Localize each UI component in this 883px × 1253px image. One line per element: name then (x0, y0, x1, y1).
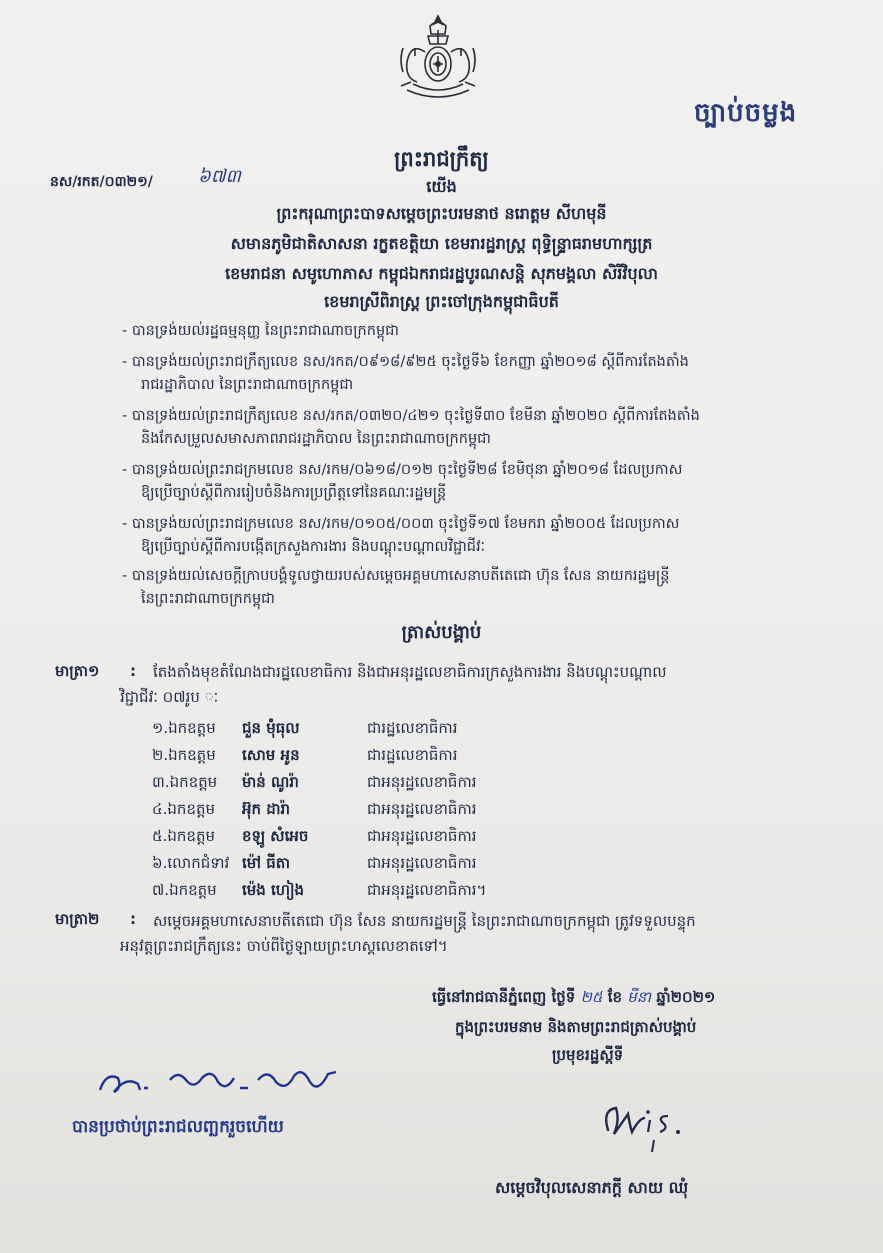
member-title: ៧.ឯកឧត្តម (152, 881, 217, 899)
royal-authority-line: ក្នុងព្រះបរមនាម និងតាមព្រះរាជត្រាស់បង្គាប់ (455, 1018, 697, 1036)
member-position: ជាអនុរដ្ឋលេខាធិការ (367, 854, 477, 872)
article-1-line: តែងតាំងមុខតំណែងជារដ្ឋលេខាធិការ និងជាអនុរដ្ឋលេខាធិការក្រសួងការងារ និងបណ្តុះបណ្តាល (153, 663, 667, 681)
decree-title: ព្រះរាជក្រឹត្យ (394, 147, 489, 171)
consideration-text-cont: ឱ្យប្រើច្បាប់ស្តីពីការបង្កើតក្រសួងការងារ និងបណ្តុះបណ្តាលវិជ្ជាជីវៈ (141, 539, 485, 555)
consideration-text-cont: និងកែសម្រួលសមាសភាពរាជរដ្ឋាភិបាល នៃព្រះរាជាណាចក្រកម្ពុជា (141, 431, 491, 447)
consideration-text: - បានទ្រង់យល់រដ្ឋធម្មនុញ្ញ នៃព្រះរាជាណាចក្រកម្ពុជា (122, 323, 399, 339)
member-position: ជាអនុរដ្ឋលេខាធិការ។ (367, 881, 487, 899)
king-title-line: ខេមរាស្រីពិរាស្ត្រ ព្រះចៅក្រុងកម្ពុជាធិបតី (324, 292, 559, 311)
member-name: សោម អូន (242, 746, 300, 764)
consideration-text-cont: នៃព្រះរាជាណាចក្រកម្ពុជា (141, 591, 275, 607)
reference-handwritten: ៦៧៣ (198, 166, 241, 187)
consideration-item (122, 459, 852, 505)
king-title-line: ព្រះករុណាព្រះបាទសម្តេចព្រះបរមនាថ នរោត្តម សីហមុនី (276, 204, 607, 223)
king-title-line: ខេមរាជនា សមូហោភាស កម្ពុជឯករាជរដ្ឋបូរណសន្តិ សុភមង្គលា សិរីវិបុលា (225, 264, 658, 283)
member-name: ម៉ាន់ ណូរ៉ា (242, 773, 299, 791)
section-title: ត្រាស់បង្គាប់ (401, 622, 482, 643)
consideration-item (122, 513, 852, 559)
consideration-text: - បានទ្រង់យល់ព្រះរាជក្រមលេខ នស/រកម/០៦១៨/០១២ ចុះថ្ងៃទី២៨ ខែមិថុនា ឆ្នាំ២០១៨ ដែលប្រកាស (122, 462, 683, 478)
certified-copy-stamp: ច្បាប់ចម្លង (694, 98, 798, 128)
month-prefix: ខែ (607, 988, 623, 1006)
year-text: ឆ្នាំ២០២១ (656, 988, 716, 1006)
reference-number: នស/រកត/០៣២១/ (50, 174, 153, 190)
member-name: ខឡូ សំអេច (242, 827, 309, 845)
member-name: អ៊ុក ដារ៉ា (242, 800, 291, 818)
article-2-colon: : (130, 910, 136, 928)
we-heading: យើង (426, 177, 457, 196)
article-1-label: មាត្រា១ (55, 662, 100, 680)
member-position: ជាអនុរដ្ឋលេខាធិការ (367, 800, 477, 818)
handwritten-day: ២៥ (580, 988, 603, 1006)
member-title: ៣.ឯកឧត្តម (152, 773, 218, 791)
member-title: ៤.ឯកឧត្តម (152, 800, 215, 818)
king-title-line: សមានភូមិជាតិសាសនា រក្ខតខត្តិយា ខេមរារដ្ឋរាស្ត្រ ពុទ្ធិន្ទ្រាធរាមហាក្សត្រ (230, 234, 653, 253)
article-2-text (120, 909, 853, 959)
article-2-line-cont: អនុវត្តព្រះរាជក្រឹត្យនេះ ចាប់ពីថ្ងៃឡាយព្រះហស្តលេខាតទៅ។ (120, 937, 448, 955)
member-position: ជារដ្ឋលេខាធិការ (367, 746, 458, 764)
article-2-line: សម្តេចអគ្គមហាសេនាបតីតេជោ ហ៊ុន សែន នាយករដ្ឋមន្ត្រី នៃព្រះរាជាណាចក្រកម្ពុជា ត្រូវទទួលបន្ទុក (153, 912, 696, 930)
member-title: ២.ឯកឧត្តម (152, 746, 216, 764)
consideration-text: - បានទ្រង់យល់ព្រះរាជក្រមលេខ នស/រកម/០១០៥/០០៣ ចុះថ្ងៃទី១៧ ខែមករា ឆ្នាំ២០០៥ ដែលប្រកាស (122, 516, 680, 532)
member-title: ៥.ឯកឧត្តម (152, 827, 215, 845)
handwritten-note-date (96, 1062, 366, 1100)
handwritten-date-icon (96, 1062, 366, 1100)
consideration-text: - បានទ្រង់យល់ព្រះរាជក្រឹត្យលេខ នស/រកត/០៣២០/៤២១ ចុះថ្ងៃទី៣០ ខែមីនា ឆ្នាំ២០២០ ស្តីពីការតែងតាំង (122, 408, 700, 424)
signature-icon (598, 1090, 708, 1160)
consideration-item (122, 351, 852, 397)
acting-head-line: ប្រមុខរដ្ឋស្តីទី (552, 1046, 624, 1064)
consideration-text-cont: រាជរដ្ឋាភិបាល នៃព្រះរាជាណាចក្រកម្ពុជា (141, 377, 354, 393)
member-position: ជាអនុរដ្ឋលេខាធិការ (367, 773, 477, 791)
member-name: ម៉ៅ ធីតា (242, 854, 291, 872)
article-1-line-cont: វិជ្ជាជីវៈ ០៧រូប ៈ (120, 688, 219, 706)
member-title: ៦.លោកជំទាវ (152, 854, 230, 872)
royal-coat-of-arms-icon (393, 12, 483, 104)
place-date-text: ធ្វើនៅរាជធានីភ្នំពេញ ថ្ងៃទី (432, 988, 576, 1006)
consideration-item (122, 565, 852, 611)
consideration-text: - បានទ្រង់យល់សេចក្តីក្រាបបង្គំទូលថ្វាយរបស់សម្តេចអគ្គមហាសេនាបតីតេជោ ហ៊ុន សែន នាយករដ្ឋមន្ត្រី (122, 568, 670, 584)
signer-name: សម្តេចវិបុលសេនាភក្តី សាយ ឈុំ (495, 1178, 689, 1197)
place-date-line (432, 988, 715, 1010)
consideration-text-cont: ឱ្យប្រើច្បាប់ស្តីពីការរៀបចំនិងការប្រព្រឹត្តទៅនៃគណៈរដ្ឋមន្ត្រី (141, 485, 447, 501)
article-1-text (120, 660, 853, 710)
member-position: ជារដ្ឋលេខាធិការ (367, 719, 458, 737)
article-2-label: មាត្រា២ (55, 910, 100, 928)
member-name: ជួន ម៉ុំធុល (242, 719, 300, 737)
member-name: ម៉េង ហៀង (242, 881, 305, 899)
royal-seal-note: បានប្រថាប់ព្រះរាជលញ្ឆករួចហើយ (72, 1117, 284, 1137)
article-1-colon: : (130, 662, 136, 680)
consideration-item (122, 320, 852, 343)
consideration-item (122, 405, 852, 451)
member-position: ជាអនុរដ្ឋលេខាធិការ (367, 827, 477, 845)
handwritten-month: មីនា (627, 988, 652, 1006)
member-title: ១.ឯកឧត្តម (152, 719, 216, 737)
consideration-text: - បានទ្រង់យល់ព្រះរាជក្រឹត្យលេខ នស/រកត/០៩១៨/៩២៥ ចុះថ្ងៃទី៦ ខែកញ្ញា ឆ្នាំ២០១៨ ស្តីពីការតែងតាំង (122, 354, 689, 370)
